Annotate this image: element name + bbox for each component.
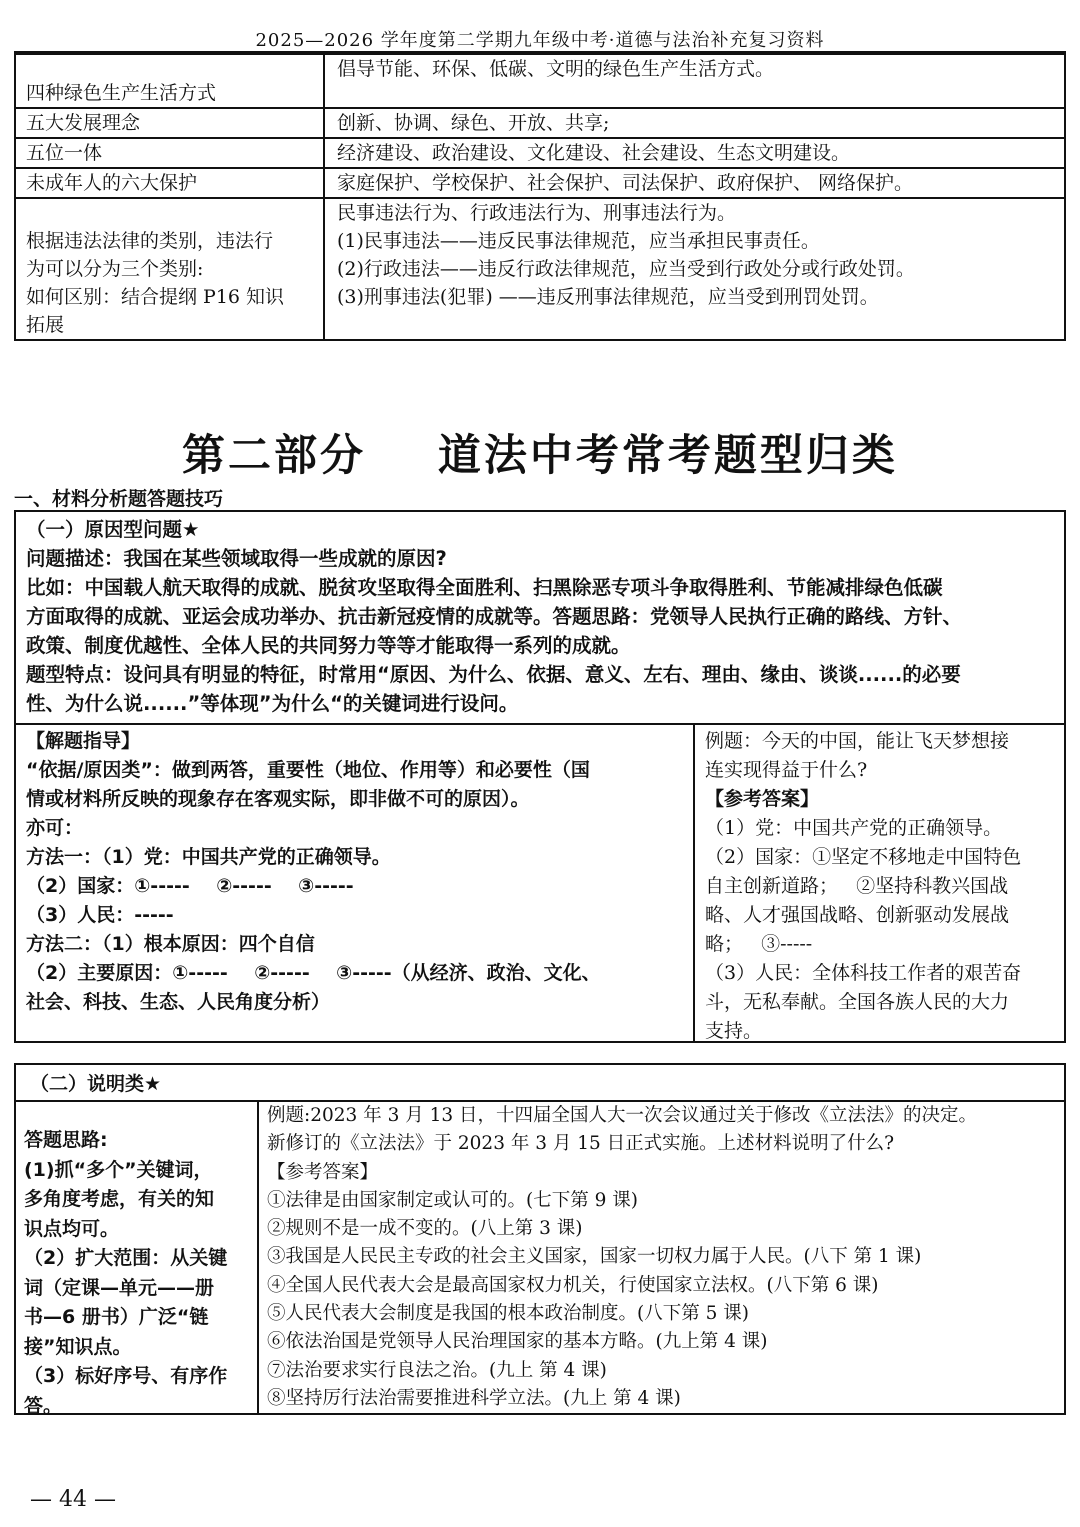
- example-line: ⑦法治要求实行良法之治。(九上 第 4 课): [267, 1359, 607, 1381]
- example-line: 自主创新道路； ②坚持科教兴国战: [705, 875, 1009, 897]
- example-line: ②规则不是一成不变的。(八上第 3 课): [267, 1218, 583, 1240]
- row-key: [15, 198, 324, 340]
- row-value: [324, 108, 1065, 138]
- thinking-line: 识点均可。: [24, 1217, 120, 1240]
- guide-line: 方法一：（1）党：中国共产党的正确领导。: [26, 846, 391, 868]
- guide-line: 社会、科技、生态、人民角度分析）: [26, 991, 331, 1013]
- table-row: [15, 168, 1065, 198]
- example-line: （2）国家：①坚定不移地走中国特色: [705, 846, 1022, 868]
- explanation-example: [259, 1102, 1064, 1413]
- key-line: 为可以分为三个类别:: [26, 258, 204, 280]
- table-row: [15, 54, 1065, 108]
- page-header: 2025—2026 学年度第二学期九年级中考·道德与法治补充复习资料: [255, 30, 825, 51]
- intro-line: 题型特点：设问具有明显的特征，时常用“原因、为什么、依据、意义、左右、理由、缘由、谈谈......的必要: [26, 663, 961, 686]
- page-number: — 44 —: [30, 1487, 116, 1512]
- guide-line: （3）人民：-----: [26, 904, 174, 926]
- example-line: 【参考答案】: [267, 1161, 379, 1183]
- example-line: 支持。: [705, 1020, 763, 1042]
- thinking-line: （2）扩大范围：从关键: [24, 1247, 228, 1269]
- intro-line: 政策、制度优越性、全体人民的共同努力等等才能取得一系列的成就。: [26, 634, 631, 657]
- example-line: （3）人民：全体科技工作者的艰苦奋: [705, 962, 1022, 984]
- row-value: [324, 198, 1065, 340]
- thinking-line: （3）标好序号、有序作: [24, 1365, 228, 1387]
- row-key: 五位一体: [15, 138, 324, 168]
- example-line: 略； ③-----: [705, 933, 813, 955]
- solution-guide: [16, 725, 695, 1041]
- value-line: (1)民事违法——违反民事法律规范，应当承担民事责任。: [337, 230, 820, 252]
- value-line: 经济建设、政治建设、文化建设、社会建设、生态文明建设。: [337, 142, 851, 164]
- example-line: （1）党：中国共产党的正确领导。: [705, 817, 1003, 839]
- thinking-line: 接”知识点。: [24, 1335, 132, 1358]
- summary-table: [14, 53, 1066, 341]
- intro-line: （一）原因型问题★: [26, 518, 200, 541]
- intro-line: 方面取得的成就、亚运会成功举办、抗击新冠疫情的成就等。答题思路：党领导人民执行正确的路线、方针、: [26, 605, 963, 628]
- value-line: 创新、协调、绿色、开放、共享;: [337, 112, 610, 134]
- guide-line: 方法二：（1）根本原因：四个自信: [26, 933, 315, 955]
- value-line: 家庭保护、学校保护、社会保护、司法保护、政府保护、 网络保护。: [337, 172, 914, 194]
- thinking-line: 答。: [24, 1394, 63, 1417]
- example-answer: [695, 725, 1064, 1041]
- section-heading: 一、材料分析题答题技巧: [14, 488, 224, 510]
- guide-line: （2）国家：①----- ②----- ③-----: [26, 875, 354, 897]
- example-line: 略、人才强国战略、创新驱动发展战: [705, 904, 1010, 926]
- value-line: 民事违法行为、行政违法行为、刑事违法行为。: [337, 202, 737, 224]
- answer-thinking: [16, 1102, 259, 1417]
- row-key: 五大发展理念: [15, 108, 324, 138]
- example-line: ①法律是由国家制定或认可的。(七下第 9 课): [267, 1189, 638, 1211]
- cause-split: [16, 723, 1064, 1041]
- intro-line: 性、为什么说......”等体现”为什么“的关键词进行设问。: [26, 692, 519, 715]
- cause-question-box: [14, 510, 1066, 1043]
- example-line: 例题:2023 年 3 月 13 日，十四届全国人大一次会议通过关于修改《立法法》的决定。: [267, 1105, 978, 1126]
- intro-line: 比如：中国载人航天取得的成就、脱贫攻坚取得全面胜利、扫黑除恶专项斗争取得胜利、节能减排绿色低碳: [26, 576, 943, 599]
- row-key: 未成年人的六大保护: [15, 168, 324, 198]
- value-line: (2)行政违法——违反行政法律规范，应当受到行政处分或行政处罚。: [337, 258, 915, 280]
- guide-line: （2）主要原因：①----- ②----- ③-----（从经济、政治、文化、: [26, 962, 601, 984]
- row-key: 四种绿色生产生活方式: [15, 54, 324, 108]
- example-line: 新修订的《立法法》于 2023 年 3 月 15 日正式实施。上述材料说明了什么?: [267, 1133, 895, 1155]
- explanation-box: [14, 1063, 1066, 1415]
- example-line: ⑥依法治国是党领导人民治理国家的基本方略。(九上第 4 课): [267, 1331, 768, 1353]
- row-value: [324, 168, 1065, 198]
- table-row: [15, 108, 1065, 138]
- key-line: 如何区别：结合提纲 P16 知识: [26, 286, 285, 308]
- example-line: 例题：今天的中国，能让飞天梦想接: [705, 730, 1010, 752]
- row-value: [324, 54, 1065, 108]
- table-row: [15, 138, 1065, 168]
- example-line: ⑧坚持厉行法治需要推进科学立法。(九上 第 4 课): [267, 1387, 681, 1409]
- key-line: 拓展: [26, 314, 65, 336]
- explanation-split: [16, 1102, 1064, 1417]
- intro-line: 问题描述：我国在某些领域取得一些成就的原因?: [26, 547, 447, 570]
- example-line: 【参考答案】: [705, 788, 820, 810]
- thinking-line: 多角度考虑，有关的知: [24, 1188, 215, 1210]
- explanation-title: （二）说明类★: [16, 1065, 1064, 1102]
- guide-line: 情或材料所反映的现象存在客观实际，即非做不可的原因）。: [26, 788, 530, 810]
- guide-line: 【解题指导】: [26, 730, 141, 752]
- thinking-line: 书—6 册书）广泛“链: [24, 1306, 209, 1328]
- thinking-line: 答题思路:: [24, 1129, 108, 1151]
- row-value: [324, 138, 1065, 168]
- value-line: (3)刑事违法(犯罪) ——违反刑事法律规范，应当受到刑罚处罚。: [337, 286, 879, 308]
- key-line: 根据违法法律的类别，违法行: [26, 230, 274, 252]
- guide-line: 亦可：: [26, 817, 84, 839]
- example-line: 连实现得益于什么?: [705, 759, 868, 781]
- table-row: [15, 198, 1065, 340]
- guide-line: “依据/原因类”：做到两答，重要性（地位、作用等）和必要性（国: [26, 759, 590, 781]
- part-title: 第二部分 道法中考常考题型归类: [182, 431, 898, 481]
- cause-intro: [16, 512, 1064, 718]
- example-line: ④全国人民代表大会是最高国家权力机关，行使国家立法权。(八下第 6 课): [267, 1274, 879, 1296]
- example-line: ⑤人民代表大会制度是我国的根本政治制度。(八下第 5 课): [267, 1303, 749, 1325]
- example-line: 斗，无私奉献。全国各族人民的大力: [705, 991, 1010, 1013]
- value-line: 倡导节能、环保、低碳、文明的绿色生产生活方式。: [337, 58, 775, 80]
- thinking-line: 词（定课—单元——册: [24, 1276, 215, 1299]
- thinking-line: (1)抓“多个”关键词，: [24, 1158, 213, 1181]
- example-line: ③我国是人民民主专政的社会主义国家，国家一切权力属于人民。(八下 第 1 课): [267, 1246, 922, 1268]
